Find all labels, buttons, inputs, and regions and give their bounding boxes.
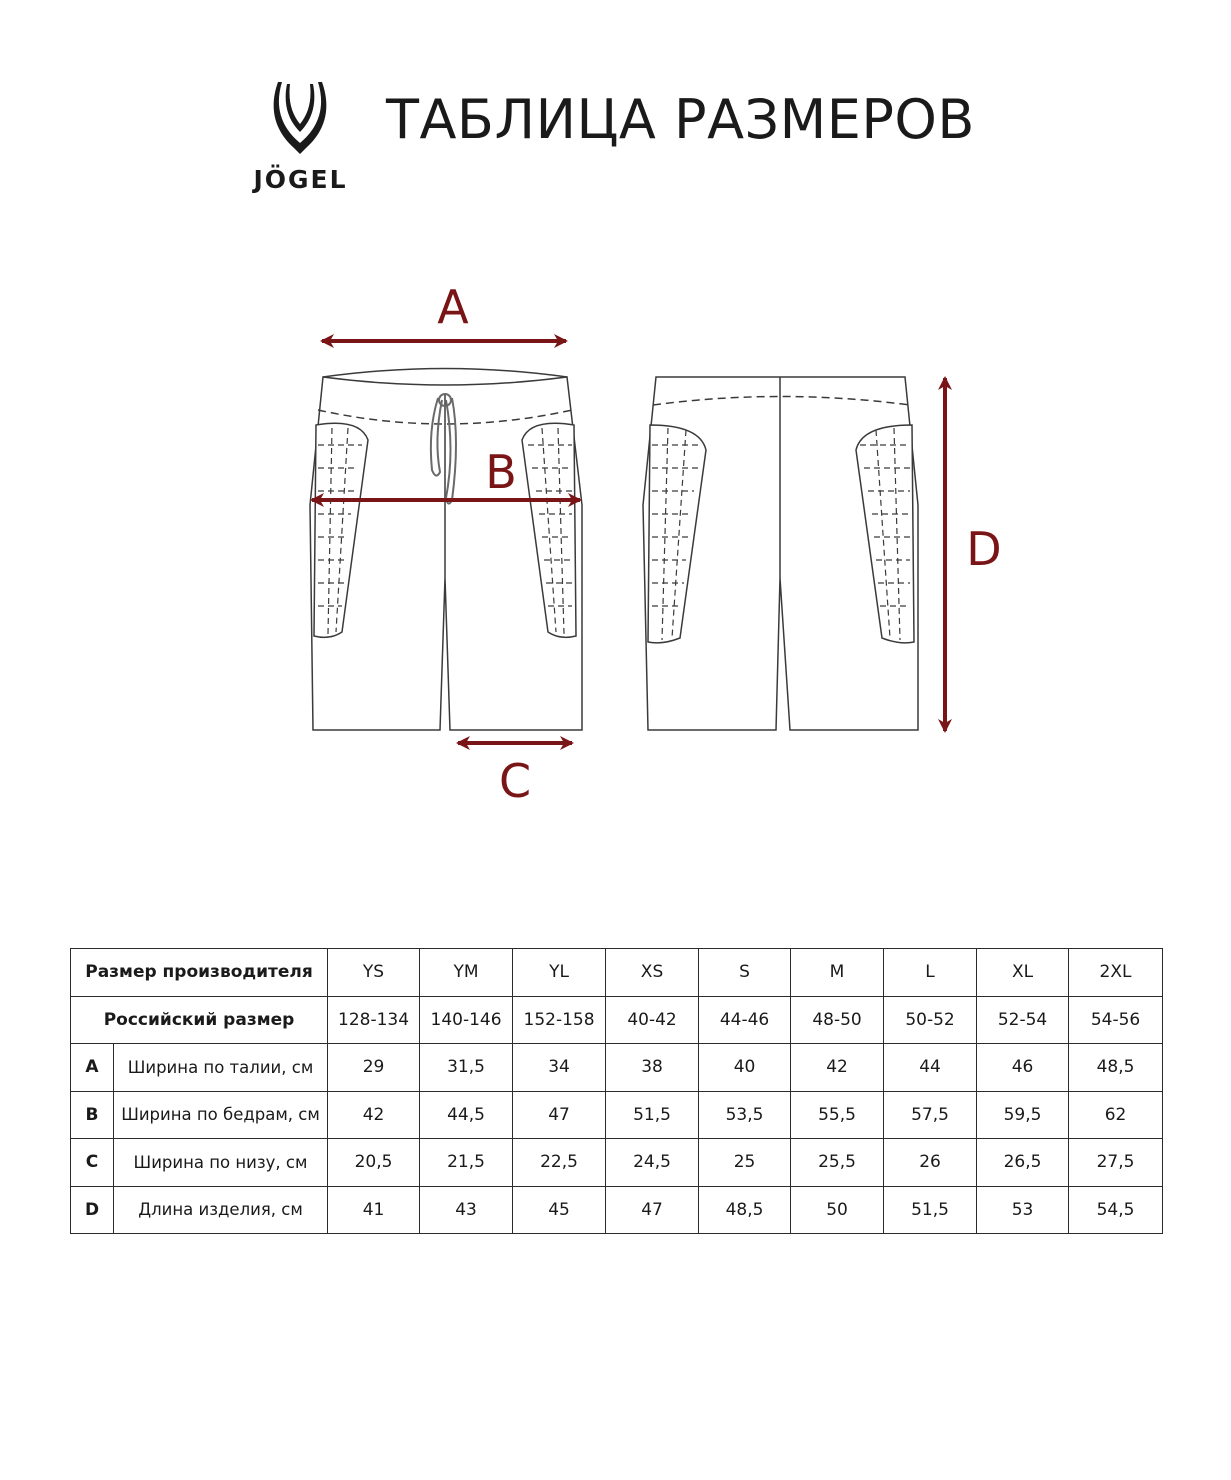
- dimension-a-label: A: [437, 280, 469, 334]
- row-parameter: Ширина по низу, см: [114, 1139, 328, 1187]
- table-cell: 51,5: [606, 1091, 699, 1139]
- size-table: [70, 948, 1163, 1234]
- table-cell: 53,5: [699, 1091, 791, 1139]
- table-cell: S: [699, 949, 791, 997]
- table-cell: 47: [606, 1186, 699, 1234]
- table-cell: L: [884, 949, 977, 997]
- table-cell: 22,5: [513, 1139, 606, 1187]
- table-cell: 44,5: [420, 1091, 513, 1139]
- row-letter: A: [71, 1044, 114, 1092]
- table-cell: 21,5: [420, 1139, 513, 1187]
- page-title: ТАБЛИЦА РАЗМЕРОВ: [386, 88, 975, 151]
- table-cell: 40: [699, 1044, 791, 1092]
- table-cell: 50-52: [884, 996, 977, 1044]
- table-row-d: [71, 1186, 1163, 1234]
- table-cell: 140-146: [420, 996, 513, 1044]
- table-cell: 46: [977, 1044, 1069, 1092]
- table-cell: XS: [606, 949, 699, 997]
- shorts-front-view: [310, 369, 582, 731]
- table-cell: 45: [513, 1186, 606, 1234]
- dimension-d-label: D: [966, 522, 1002, 576]
- table-cell: 62: [1069, 1091, 1163, 1139]
- row-letter: C: [71, 1139, 114, 1187]
- table-cell: 42: [328, 1091, 420, 1139]
- row-parameter: Длина изделия, см: [114, 1186, 328, 1234]
- table-cell: 24,5: [606, 1139, 699, 1187]
- table-cell: 26: [884, 1139, 977, 1187]
- table-cell: 48,5: [699, 1186, 791, 1234]
- table-cell: 51,5: [884, 1186, 977, 1234]
- table-cell: YS: [328, 949, 420, 997]
- row-letter: B: [71, 1091, 114, 1139]
- table-cell: 44: [884, 1044, 977, 1092]
- table-cell: 55,5: [791, 1091, 884, 1139]
- row-letter: D: [71, 1186, 114, 1234]
- table-cell: 59,5: [977, 1091, 1069, 1139]
- table-row-c: [71, 1139, 1163, 1187]
- table-cell: 26,5: [977, 1139, 1069, 1187]
- table-cell: 57,5: [884, 1091, 977, 1139]
- table-cell: YM: [420, 949, 513, 997]
- table-cell: XL: [977, 949, 1069, 997]
- table-cell: 48-50: [791, 996, 884, 1044]
- table-cell: 40-42: [606, 996, 699, 1044]
- table-cell: 25,5: [791, 1139, 884, 1187]
- table-cell: 41: [328, 1186, 420, 1234]
- table-cell: 54,5: [1069, 1186, 1163, 1234]
- table-cell: 52-54: [977, 996, 1069, 1044]
- table-cell: 43: [420, 1186, 513, 1234]
- dimension-b-label: B: [485, 445, 517, 499]
- table-cell: 27,5: [1069, 1139, 1163, 1187]
- table-row-b: [71, 1091, 1163, 1139]
- row-parameter: Ширина по бедрам, см: [114, 1091, 328, 1139]
- table-cell: 128-134: [328, 996, 420, 1044]
- table-cell: 38: [606, 1044, 699, 1092]
- russian-size-row: [71, 996, 1163, 1044]
- table-cell: 47: [513, 1091, 606, 1139]
- table-cell: 34: [513, 1044, 606, 1092]
- table-cell: 42: [791, 1044, 884, 1092]
- shorts-back-view: [643, 377, 918, 730]
- table-cell: 53: [977, 1186, 1069, 1234]
- table-cell: 29: [328, 1044, 420, 1092]
- table-cell: 31,5: [420, 1044, 513, 1092]
- table-cell: 54-56: [1069, 996, 1163, 1044]
- brand-name: JÖGEL: [253, 165, 348, 194]
- table-cell: 25: [699, 1139, 791, 1187]
- table-cell: 152-158: [513, 996, 606, 1044]
- russian-size-label: Российский размер: [71, 996, 328, 1044]
- table-cell: M: [791, 949, 884, 997]
- table-cell: 20,5: [328, 1139, 420, 1187]
- table-cell: 50: [791, 1186, 884, 1234]
- table-cell: 48,5: [1069, 1044, 1163, 1092]
- table-row-a: [71, 1044, 1163, 1092]
- maker-size-label: Размер производителя: [71, 949, 328, 997]
- table-cell: 2XL: [1069, 949, 1163, 997]
- dimension-c-label: C: [498, 754, 532, 808]
- table-cell: 44-46: [699, 996, 791, 1044]
- maker-size-row: [71, 949, 1163, 997]
- table-cell: YL: [513, 949, 606, 997]
- row-parameter: Ширина по талии, см: [114, 1044, 328, 1092]
